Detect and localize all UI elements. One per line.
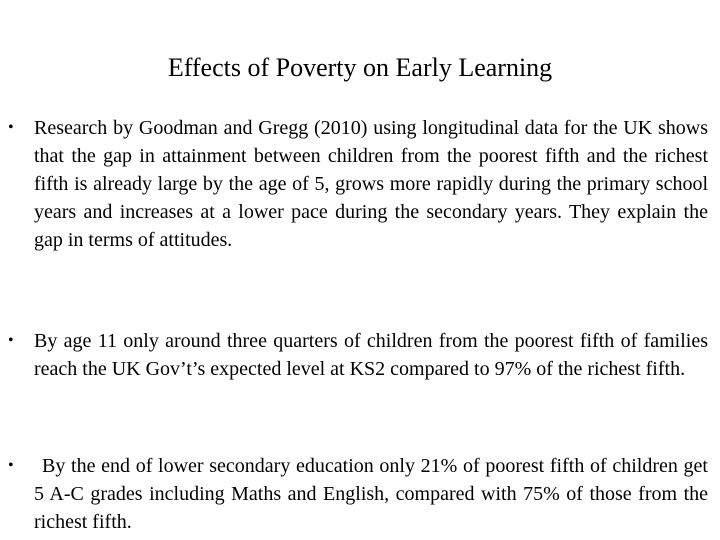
slide-title: Effects of Poverty on Early Learning	[167, 53, 553, 82]
bullet-text-age-11: By age 11 only around three quarters of children from the poorest fifth of families reach the UK Gov’t’s expected level at KS2 compared to 97% of the richest fifth.	[34, 330, 708, 380]
bullet-dot-icon: •	[8, 332, 14, 349]
bullet-text-secondary: By the end of lower secondary education only 21% of poorest fifth of children get 5 A-C grades including Maths and English, compared with 75% of those from the richest fifth.	[34, 455, 708, 533]
bullet-dot-icon: •	[8, 457, 14, 474]
bullet-text-research: Research by Goodman and Gregg (2010) using longitudinal data for the UK shows that the gap in attainment between children from the poorest fifth and the richest fifth is already large by the age of 5, grows more rapidly during the primary school years and increases at a lower pace during the secondary years. They explain the gap in terms of attitudes.	[34, 117, 708, 251]
bullet-dot-icon: •	[8, 119, 14, 136]
